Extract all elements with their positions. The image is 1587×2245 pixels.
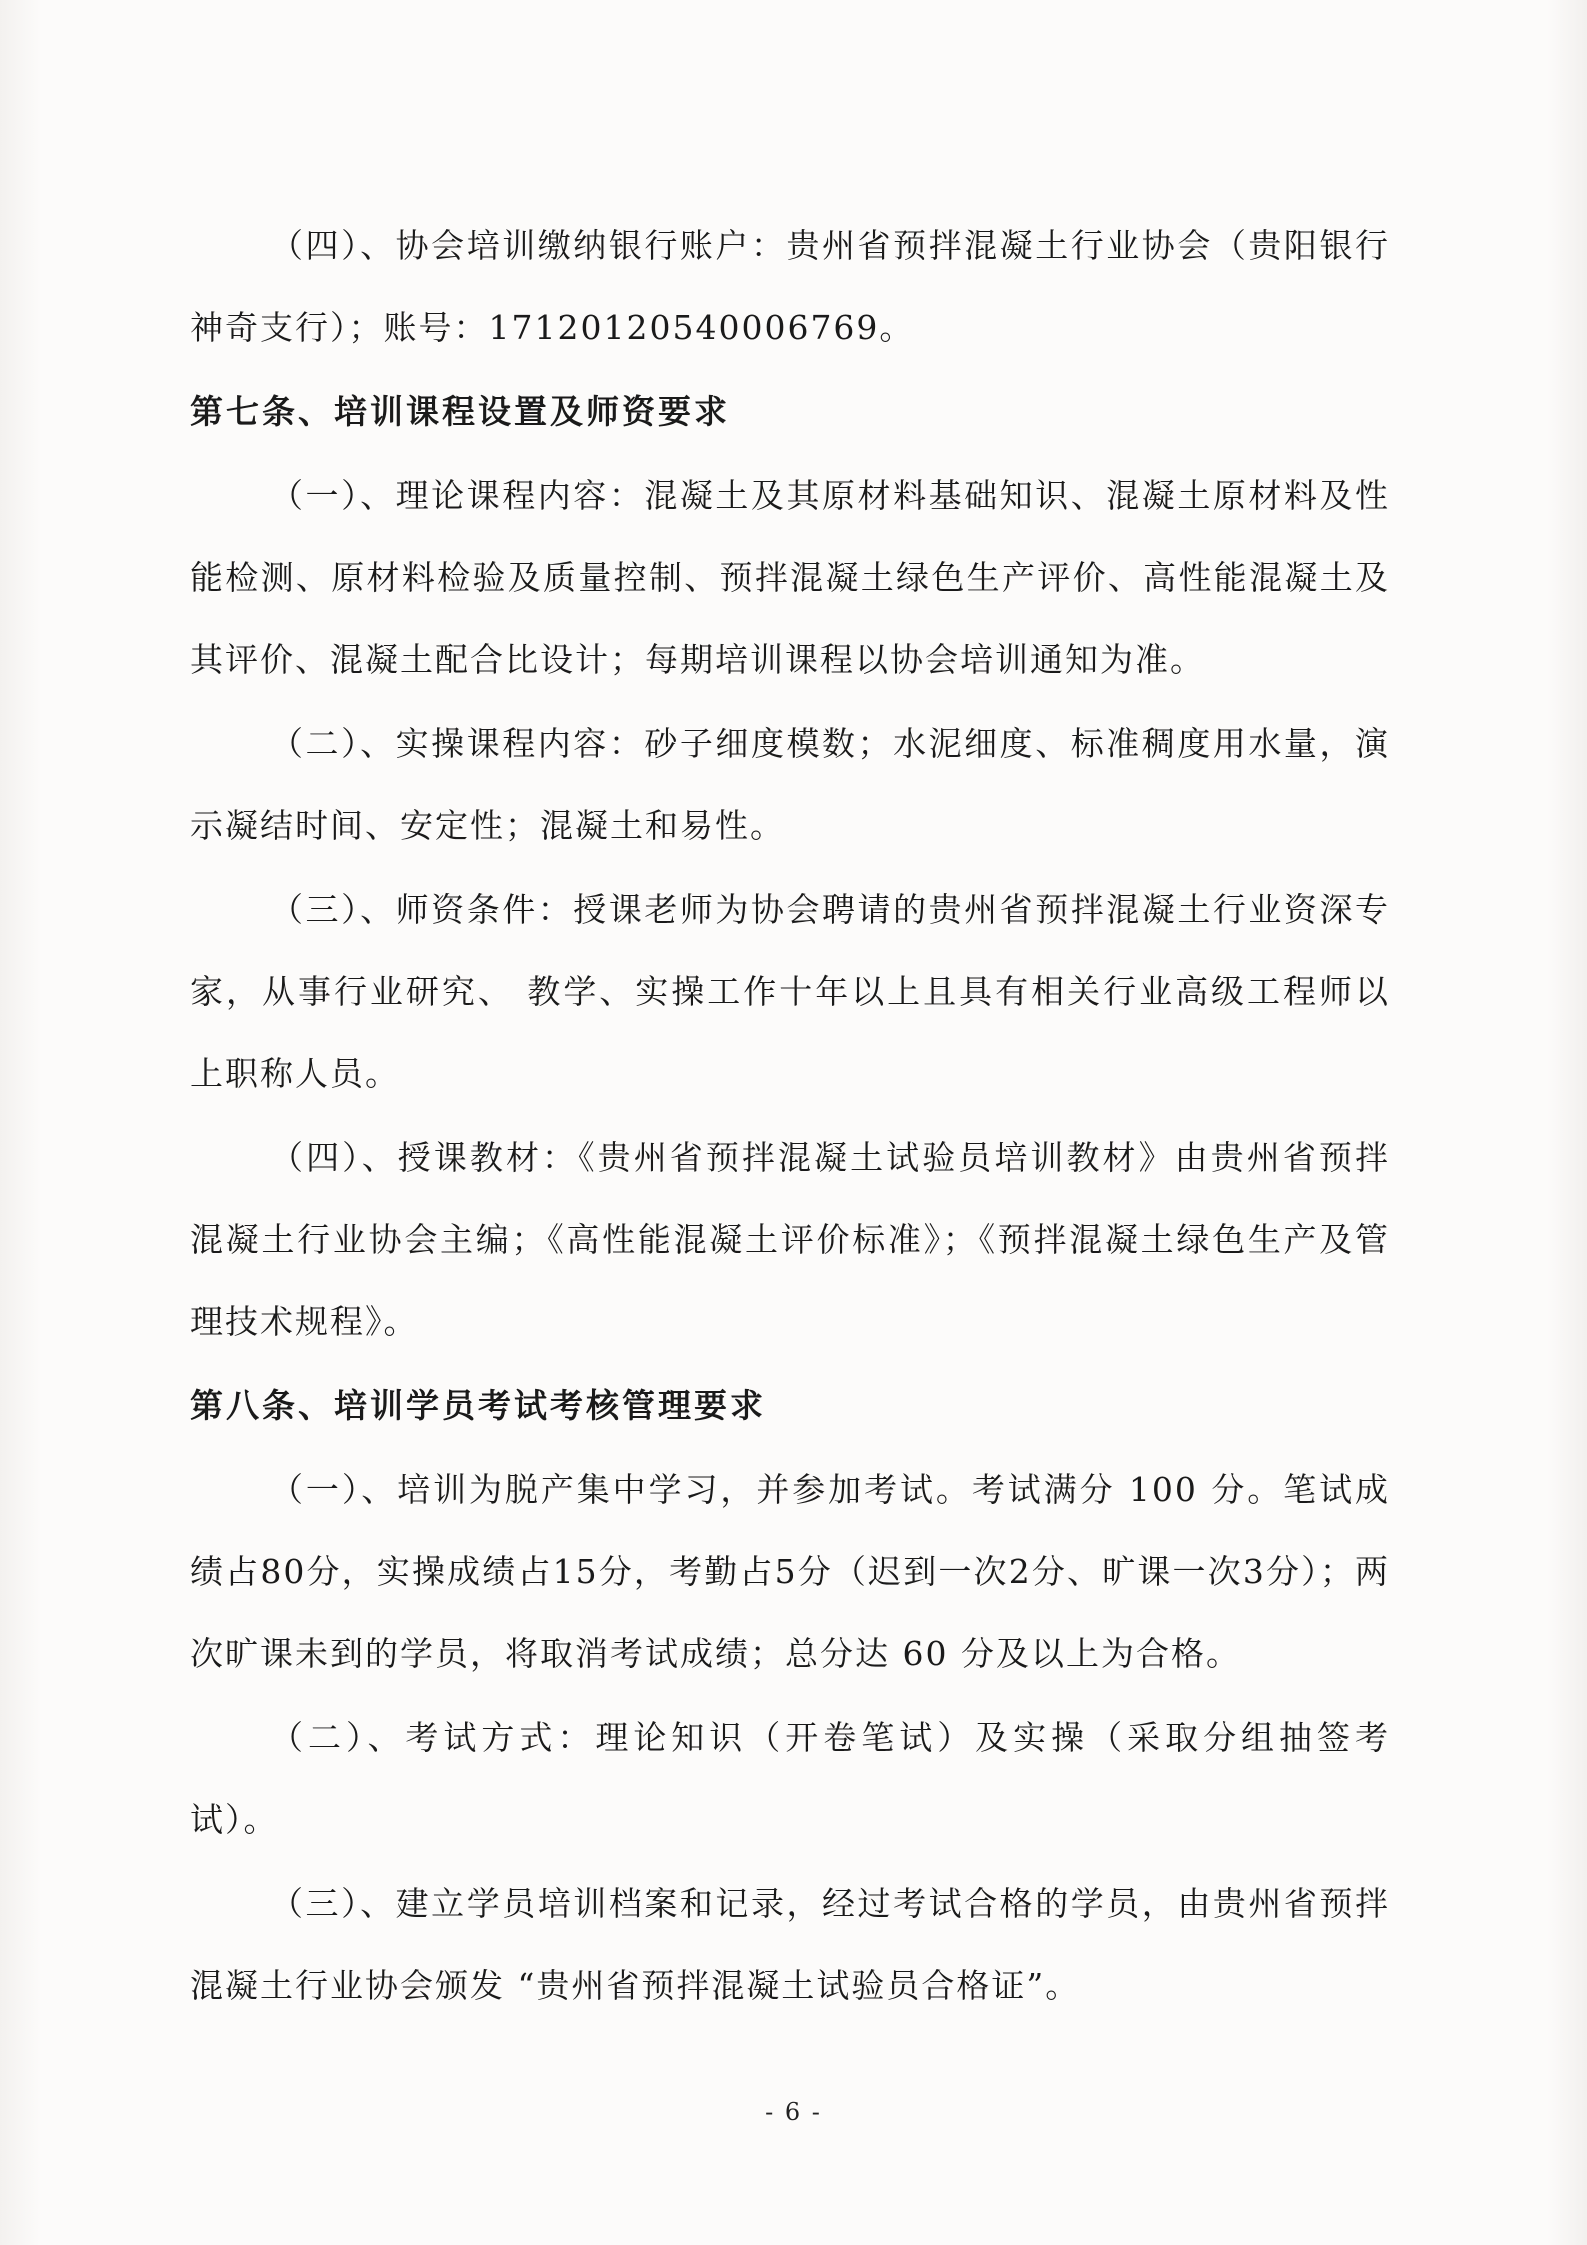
paragraph-certificate: （三）、建立学员培训档案和记录，经过考试合格的学员，由贵州省预拌混凝土行业协会颁发 “贵州省预拌混凝土试验员合格证”。 [190,1884,1390,2005]
paragraph-theory-courses: （一）、理论课程内容：混凝土及其原材料基础知识、混凝土原材料及性能检测、原材料检验及质量控制、预拌混凝土绿色生产评价、高性能混凝土及其评价、混凝土配合比设计；每期培训课程以协会培训通知为准。 [190,476,1390,679]
page-number: - 6 - [765,2098,822,2126]
section-heading-article-8: 第八条、培训学员考试考核管理要求 [190,1386,766,1425]
paragraph-exam-method: （二）、考试方式：理论知识（开卷笔试）及实操（采取分组抽签考试）。 [190,1718,1390,1839]
document-body [190,205,1390,2027]
paragraph-practical-courses: （二）、实操课程内容：砂子细度模数；水泥细度、标准稠度用水量，演示凝结时间、安定性；混凝土和易性。 [190,724,1390,845]
paragraph-teacher-qualifications: （三）、师资条件：授课老师为协会聘请的贵州省预拌混凝土行业资深专家，从事行业研究、 教学、实操工作十年以上且具有相关行业高级工程师以上职称人员。 [190,890,1390,1093]
paragraph-exam-scoring: （一）、培训为脱产集中学习，并参加考试。考试满分 100 分。笔试成绩占80分，实操成绩占15分，考勤占5分（迟到一次2分、旷课一次3分）；两次旷课未到的学员，将取消考试成绩；总分达 60 分及以上为合格。 [190,1470,1390,1673]
paragraph-bank-account: （四）、协会培训缴纳银行账户：贵州省预拌混凝土行业协会（贵阳银行神奇支行）；账号：17120120540006769。 [190,226,1390,347]
paragraph-teaching-materials: （四）、授课教材：《贵州省预拌混凝土试验员培训教材》由贵州省预拌混凝土行业协会主编；《高性能混凝土评价标准》；《预拌混凝土绿色生产及管理技术规程》。 [190,1138,1390,1341]
section-heading-article-7: 第七条、培训课程设置及师资要求 [190,392,730,431]
